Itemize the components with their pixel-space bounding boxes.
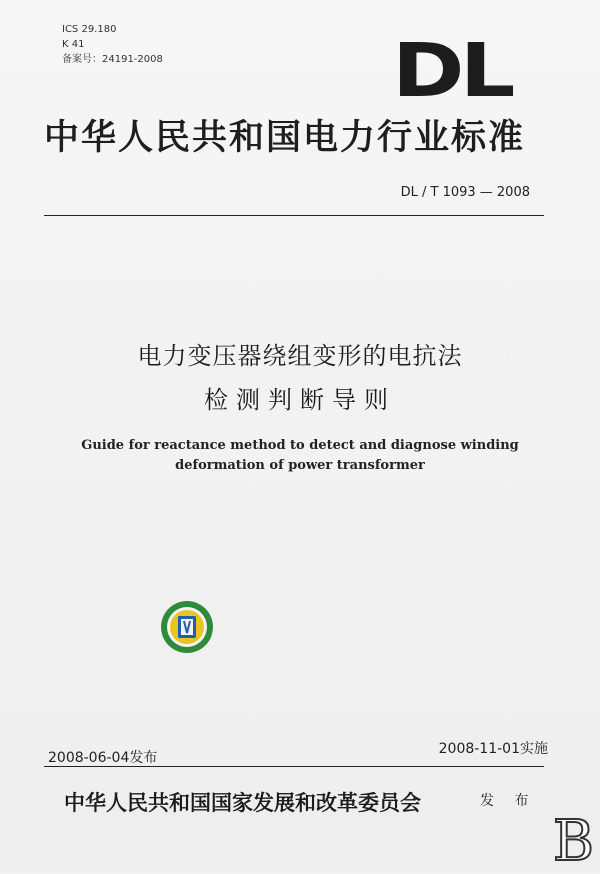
document-title-cn-line2: 检测判断导则 [204,386,396,414]
implementation-date: 2008-11-01实施 [438,741,548,757]
divider-top [44,215,544,216]
classification-block [62,22,163,67]
corner-mark: B [552,809,594,874]
record-number: 备案号：24191-2008 [62,54,163,65]
document-title-en-line1: Guide for reactance method to detect and diagnose winding [81,438,519,453]
divider-bottom [44,766,544,767]
emblem-icon [160,600,214,654]
dl-logo: DL [392,28,511,114]
publish-label: 发 布 [480,793,537,809]
ics-code: ICS 29.180 [62,24,117,35]
standard-title: 中华人民共和国电力行业标准 [44,117,526,158]
standard-code: DL / T 1093 — 2008 [400,185,530,200]
class-code: K 41 [62,39,85,50]
document-title-en [0,436,600,476]
document-title-cn-line1: 电力变压器绕组变形的电抗法 [137,342,463,370]
publisher-name: 中华人民共和国国家发展和改革委员会 [64,790,421,815]
issue-date: 2008-06-04发布 [48,750,158,766]
document-title-en-line2: deformation of power transformer [175,458,425,473]
